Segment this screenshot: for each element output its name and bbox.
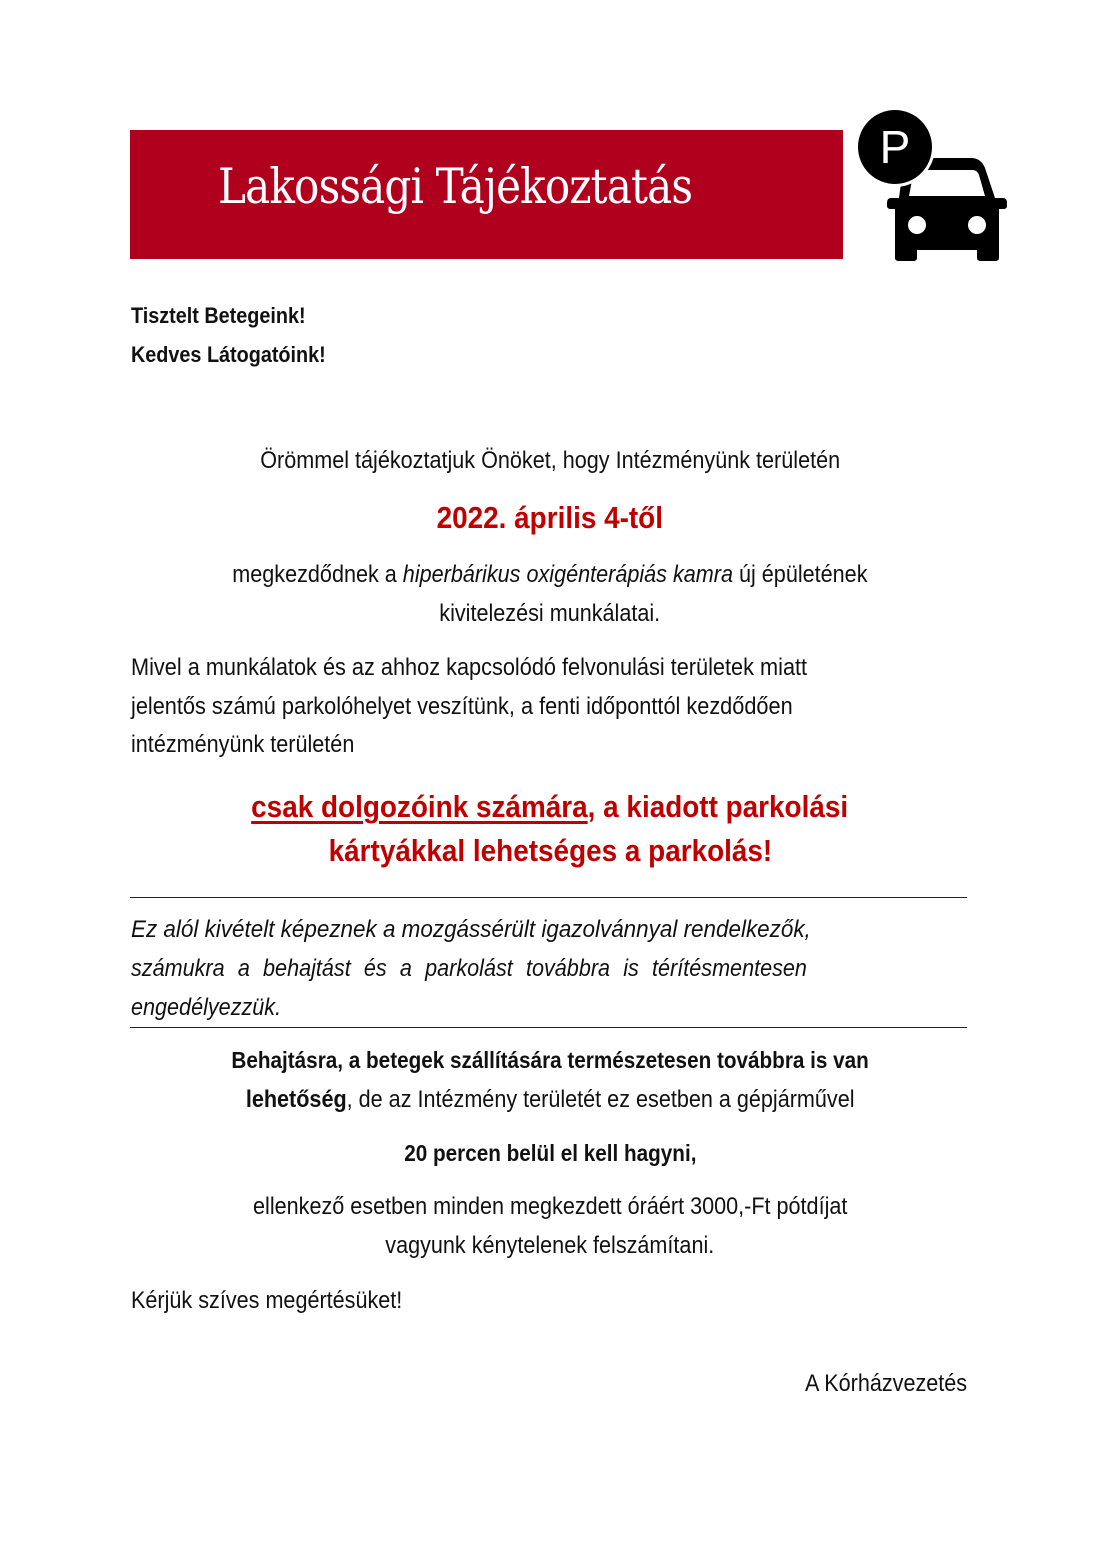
- intro-line-1: [0, 449, 1100, 473]
- project-name: hiperbárikus oxigénterápiás kamra: [402, 561, 734, 588]
- exception-line-2: [131, 957, 882, 981]
- divider-bottom: [130, 1027, 967, 1028]
- closing-request: [131, 1289, 432, 1313]
- reason-line-3: [131, 733, 379, 757]
- entry-line-2: [0, 1088, 1100, 1112]
- reason-line-1: [131, 656, 967, 680]
- exception-line-1: [131, 918, 858, 942]
- exception-text-3: engedélyezzük.: [131, 994, 282, 1021]
- time-limit: [0, 1142, 1100, 1165]
- fee-line-1: [0, 1195, 1100, 1219]
- reason-line-2: [131, 695, 967, 719]
- header-banner: [130, 130, 843, 259]
- parking-letter: P: [879, 121, 911, 173]
- intro-text-1: Örömmel tájékoztatjuk Önöket, hogy Intézményünk területén: [260, 447, 840, 474]
- intro-text-3a: megkezdődnek a: [232, 561, 403, 588]
- intro-text-3b: új épületének: [733, 561, 868, 588]
- notice-text-2: kártyákkal lehetséges a parkolás!: [328, 833, 772, 868]
- reason-text-3: intézményünk területén: [131, 731, 355, 758]
- banner-title: Lakossági Tájékoztatás: [218, 158, 693, 215]
- time-limit-text: 20 percen belül el kell hagyni,: [403, 1140, 697, 1166]
- fee-text-1: ellenkező esetben minden megkezdett óráért 3000,-Ft pótdíjat: [252, 1193, 848, 1220]
- intro-line-4: [0, 602, 1100, 626]
- reason-text-1: Mivel a munkálatok és az ahhoz kapcsolódó felvonulási területek miatt: [131, 654, 808, 681]
- notice-line-2: [0, 835, 1100, 866]
- entry-line-1: [0, 1049, 1100, 1072]
- entry-bold-word: lehetőség: [245, 1086, 347, 1113]
- reason-text-2: jelentős számú parkolóhelyet veszítünk, a fenti időponttól kezdődően: [131, 693, 793, 720]
- closing-request-text: Kérjük szíves megértésüket!: [131, 1287, 403, 1314]
- fee-text-2: vagyunk kénytelenek felszámítani.: [385, 1232, 715, 1259]
- start-date: [0, 502, 1100, 533]
- parking-car-icon: [853, 108, 1013, 268]
- greeting-text-1: Tisztelt Betegeink!: [131, 303, 306, 328]
- fee-line-2: [0, 1234, 1100, 1258]
- exception-text-1: Ez alól kivételt képeznek a mozgássérült igazolvánnyal rendelkezők,: [131, 916, 811, 943]
- signature: [660, 1372, 967, 1396]
- greeting-line-1: [131, 305, 325, 327]
- signature-text: A Kórházvezetés: [804, 1370, 967, 1397]
- exception-line-3: [131, 996, 298, 1020]
- exception-text-2: számukra a behajtást és a parkolást továbbra is térítésmentesen: [131, 955, 807, 982]
- notice-rest: , a kiadott parkolási: [587, 789, 849, 824]
- greeting-text-2: Kedves Látogatóink!: [131, 342, 326, 367]
- notice-line-1: [0, 791, 1100, 822]
- start-date-text: 2022. április 4-től: [436, 500, 664, 535]
- intro-text-3: [232, 563, 867, 587]
- notice-underlined: csak dolgozóink számára: [251, 789, 588, 824]
- intro-text-4: kivitelezési munkálatai.: [439, 600, 661, 627]
- notice-text-1: [252, 791, 849, 822]
- entry-text-2: [246, 1088, 855, 1112]
- divider-top: [130, 897, 967, 898]
- greeting-line-2: [131, 344, 347, 366]
- parking-sign-icon: [855, 108, 935, 187]
- entry-text-1: Behajtásra, a betegek szállítására természetesen továbbra is van: [231, 1047, 869, 1073]
- intro-line-3: [0, 563, 1100, 587]
- entry-rest: , de az Intézmény területét ez esetben a gépjárművel: [346, 1086, 855, 1113]
